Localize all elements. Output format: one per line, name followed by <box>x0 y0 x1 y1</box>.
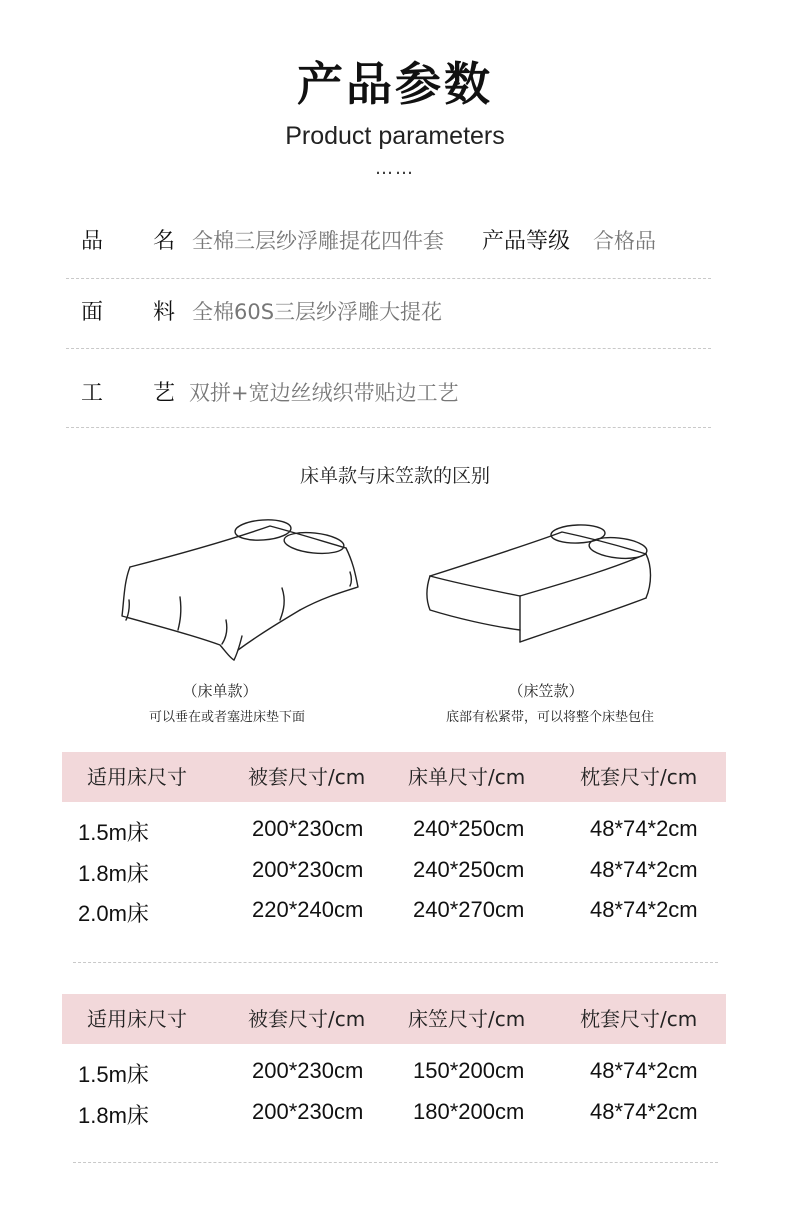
table-cell: 48*74*2cm <box>590 1099 698 1124</box>
param-row-name <box>66 208 711 279</box>
table-cell: 240*270cm <box>413 897 525 922</box>
table-cell: 1.5m床 <box>78 820 149 845</box>
param-label: 产品等级 <box>482 229 571 254</box>
param-label: 料 <box>153 300 176 325</box>
table-cell: 2.0m床 <box>78 901 149 926</box>
table-row <box>0 816 790 845</box>
flat-sheet-illustration <box>110 512 370 662</box>
column-header: 适用床尺寸 <box>87 765 187 789</box>
column-header: 枕套尺寸/cm <box>580 1007 698 1031</box>
fitted-sheet-illustration <box>420 518 660 648</box>
param-value: 全棉60S三层纱浮雕大提花 <box>192 300 443 324</box>
table-cell: 220*240cm <box>252 897 364 922</box>
table-cell: 1.8m床 <box>78 861 149 886</box>
param-label: 品 <box>81 229 104 254</box>
column-header: 床笠尺寸/cm <box>408 1007 526 1031</box>
flat-sheet-caption: （床单款） <box>182 682 258 700</box>
table1-header <box>62 752 726 802</box>
table-cell: 200*230cm <box>252 1099 364 1124</box>
table-cell: 48*74*2cm <box>590 1058 698 1083</box>
table-row <box>0 897 790 926</box>
fitted-sheet-caption: （床笠款） <box>508 682 584 700</box>
param-value: 双拼+宽边丝绒织带贴边工艺 <box>189 381 459 405</box>
param-row-fabric <box>66 278 711 349</box>
fitted-sheet-note: 底部有松紧带，可以将整个床垫包住 <box>445 710 654 725</box>
table-row <box>0 1099 790 1128</box>
table-cell: 1.5m床 <box>78 1062 149 1087</box>
table-cell: 150*200cm <box>413 1058 525 1083</box>
param-row-craft <box>66 348 711 428</box>
page-subtitle: Product parameters <box>285 122 505 150</box>
column-header: 枕套尺寸/cm <box>580 765 698 789</box>
param-label: 面 <box>81 300 104 325</box>
table-row <box>0 857 790 886</box>
table-cell: 1.8m床 <box>78 1103 149 1128</box>
diagram-title: 床单款与床笠款的区别 <box>299 465 490 487</box>
param-value: 全棉三层纱浮雕提花四件套 <box>192 229 444 253</box>
title-dots: …… <box>375 158 415 179</box>
table-cell: 200*230cm <box>252 816 364 841</box>
column-header: 适用床尺寸 <box>87 1007 187 1031</box>
column-header: 被套尺寸/cm <box>248 1007 366 1031</box>
table-cell: 180*200cm <box>413 1099 525 1124</box>
table-cell: 200*230cm <box>252 1058 364 1083</box>
table2-header <box>62 994 726 1044</box>
table-row <box>0 1058 790 1087</box>
column-header: 被套尺寸/cm <box>248 765 366 789</box>
page-title: 产品参数 <box>297 57 493 111</box>
table-cell: 48*74*2cm <box>590 816 698 841</box>
table-cell: 48*74*2cm <box>590 857 698 882</box>
flat-sheet-note: 可以垂在或者塞进床垫下面 <box>148 710 305 725</box>
param-label: 工 <box>81 381 104 406</box>
table-cell: 48*74*2cm <box>590 897 698 922</box>
table-cell: 240*250cm <box>413 816 525 841</box>
table-cell: 240*250cm <box>413 857 525 882</box>
param-label: 名 <box>153 229 176 254</box>
param-value: 合格品 <box>593 229 656 253</box>
table-cell: 200*230cm <box>252 857 364 882</box>
column-header: 床单尺寸/cm <box>408 765 526 789</box>
table2-divider <box>73 1162 718 1163</box>
param-label: 艺 <box>153 381 176 406</box>
table1-divider <box>73 962 718 963</box>
